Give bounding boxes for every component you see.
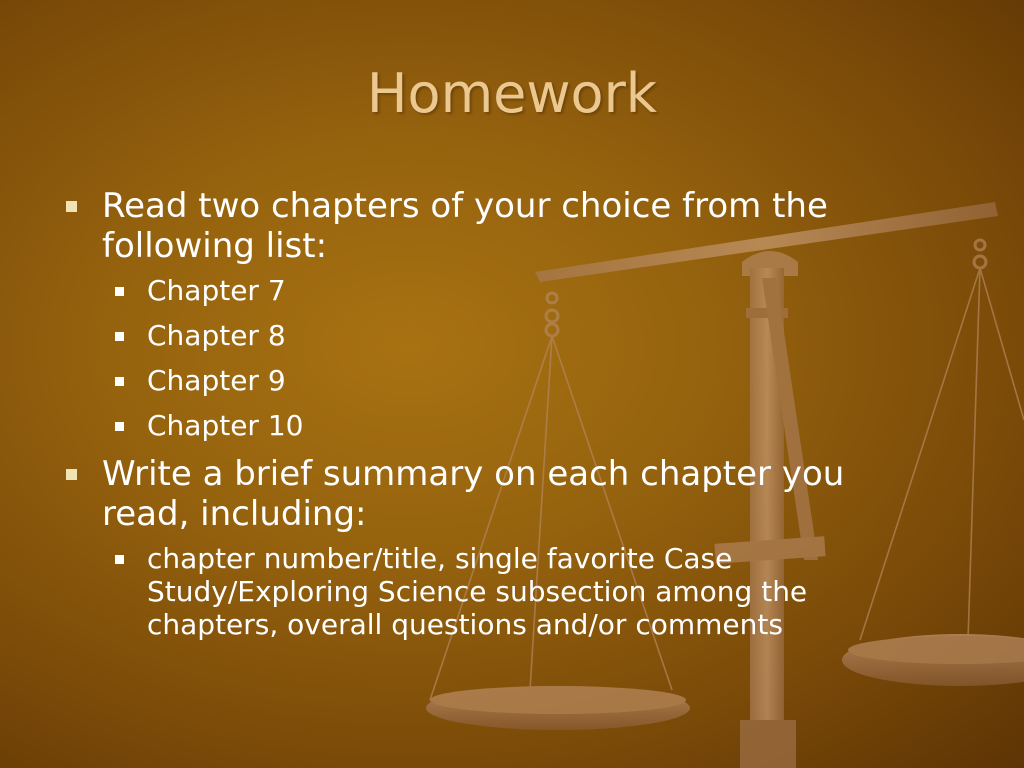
summary-requirements-list xyxy=(102,542,882,641)
square-bullet-icon xyxy=(115,287,124,296)
list-item xyxy=(102,542,867,641)
chapter-list xyxy=(102,274,882,442)
list-item xyxy=(102,409,882,442)
list-item-text: chapter number/title, single favorite Case Study/Exploring Science subsection among the chapters, overall questions and/or comments xyxy=(147,542,808,641)
square-bullet-icon xyxy=(115,422,124,431)
square-bullet-icon xyxy=(66,469,77,480)
list-item-text: Chapter 7 xyxy=(147,274,286,307)
list-item xyxy=(102,319,882,352)
list-item xyxy=(102,274,882,307)
square-bullet-icon xyxy=(115,555,124,564)
list-item-text: Chapter 10 xyxy=(147,409,304,442)
square-bullet-icon xyxy=(66,201,77,212)
slide-title: Homework xyxy=(366,62,658,125)
slide-body xyxy=(62,186,882,653)
bullet-text: Write a brief summary on each chapter you read, including: xyxy=(102,454,845,534)
list-item xyxy=(102,364,882,397)
list-item-text: Chapter 9 xyxy=(147,364,286,397)
square-bullet-icon xyxy=(115,332,124,341)
square-bullet-icon xyxy=(115,377,124,386)
bullet-item-write-summary xyxy=(62,454,882,534)
bullet-text: Read two chapters of your choice from the following list: xyxy=(102,186,828,266)
list-item-text: Chapter 8 xyxy=(147,319,286,352)
bullet-item-read-chapters xyxy=(62,186,882,266)
